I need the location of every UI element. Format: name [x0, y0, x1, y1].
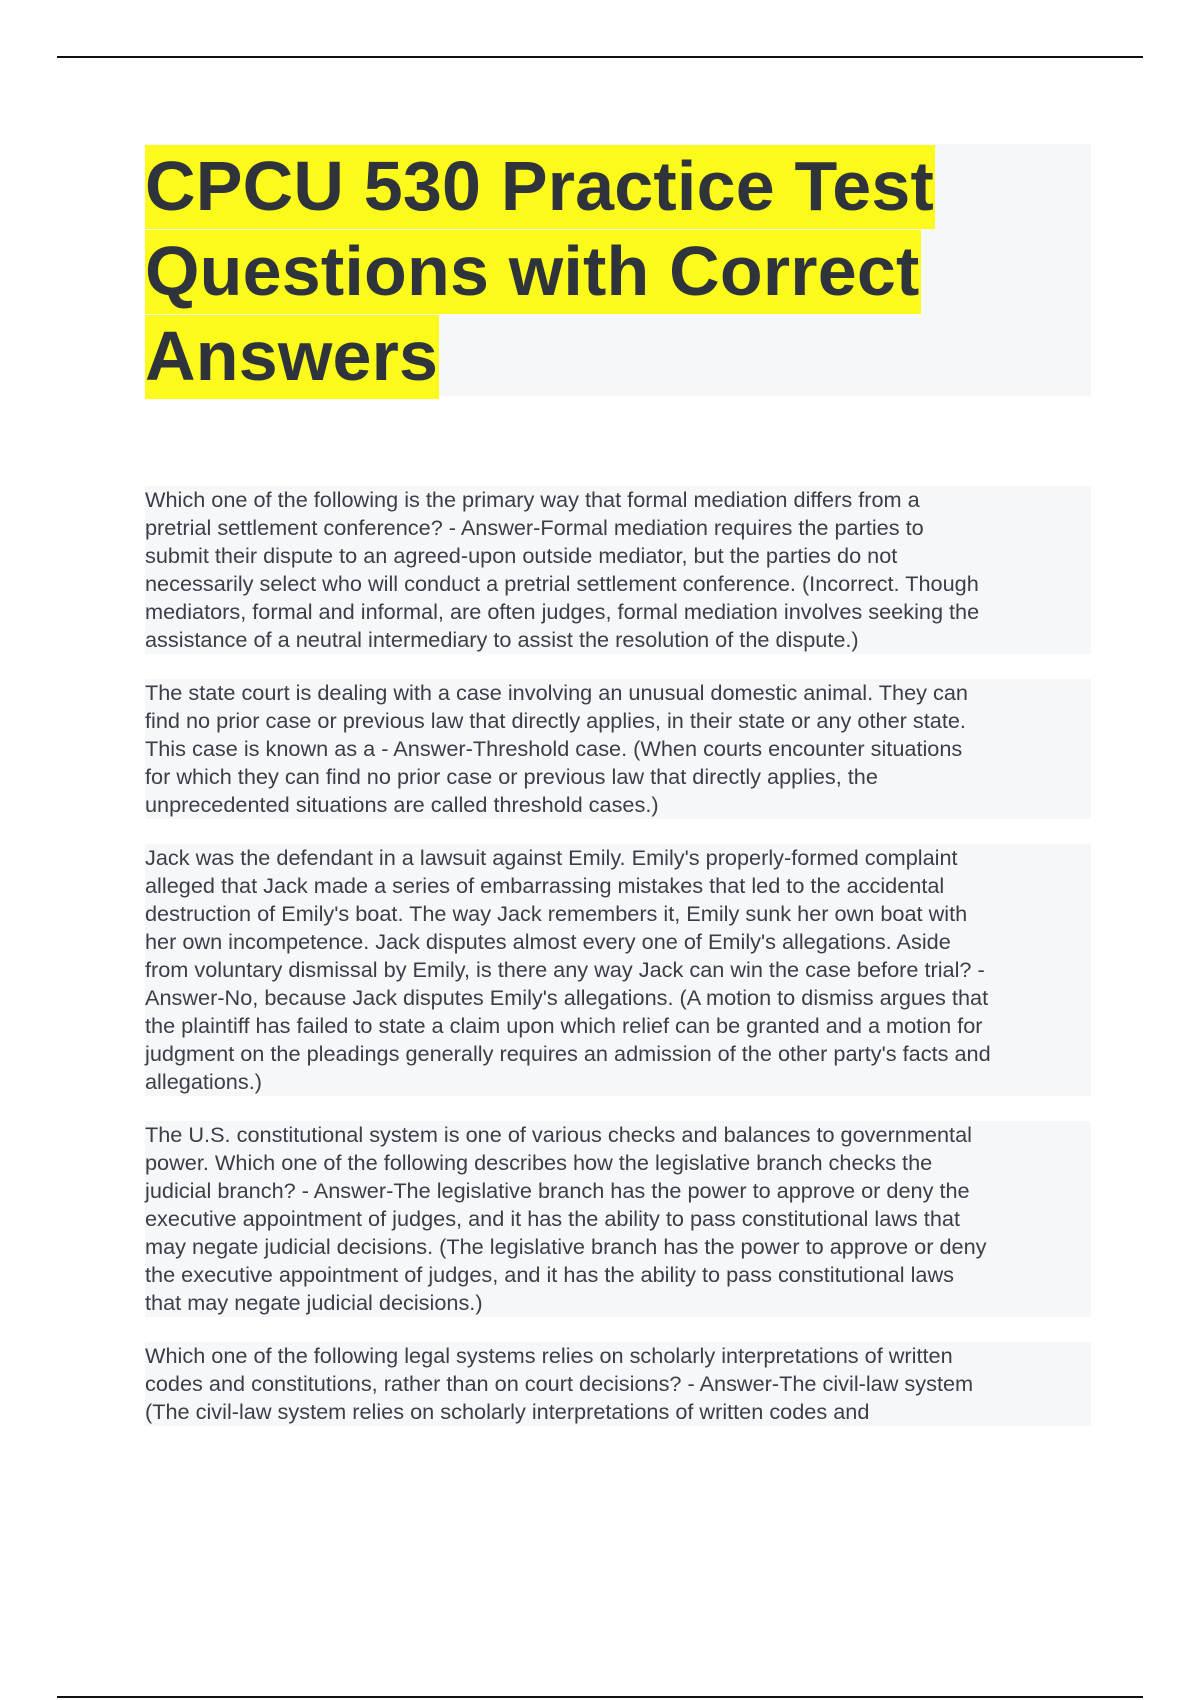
text-line: power. Which one of the following describes how the legislative branch checks the	[145, 1150, 933, 1175]
text-line: judgment on the pleadings generally requires an admission of the other party's facts and	[145, 1041, 991, 1066]
text-line: may negate judicial decisions. (The legislative branch has the power to approve or deny	[145, 1234, 987, 1259]
text-line: that may negate judicial decisions.)	[145, 1290, 483, 1315]
text-line: executive appointment of judges, and it has the ability to pass constitutional laws that	[145, 1206, 960, 1231]
text-line: allegations.)	[145, 1069, 262, 1094]
question-answer-3	[145, 844, 1091, 1096]
title-line: Answers	[145, 315, 439, 399]
question-answer-1	[145, 486, 1091, 654]
text-line: find no prior case or previous law that directly applies, in their state or any other state.	[145, 708, 966, 733]
text-line: the plaintiff has failed to state a claim upon which relief can be granted and a motion for	[145, 1013, 983, 1038]
text-line: assistance of a neutral intermediary to assist the resolution of the dispute.)	[145, 627, 859, 652]
question-answer-4	[145, 1121, 1091, 1317]
question-answer-2	[145, 679, 1091, 819]
question-answer-5	[145, 1342, 1091, 1426]
text-line: her own incompetence. Jack disputes almost every one of Emily's allegations. Aside	[145, 929, 951, 954]
text-line: Which one of the following legal systems relies on scholarly interpretations of written	[145, 1343, 953, 1368]
text-line: The U.S. constitutional system is one of various checks and balances to governmental	[145, 1122, 972, 1147]
questions-list	[145, 486, 1091, 1451]
title-line: Questions with Correct	[145, 230, 921, 314]
text-line: necessarily select who will conduct a pretrial settlement conference. (Incorrect. Though	[145, 571, 979, 596]
bottom-rule	[57, 1696, 1143, 1698]
text-line: alleged that Jack made a series of embarrassing mistakes that led to the accidental	[145, 873, 945, 898]
text-line: (The civil-law system relies on scholarly interpretations of written codes and	[145, 1399, 870, 1424]
text-line: codes and constitutions, rather than on court decisions? - Answer-The civil-law system	[145, 1371, 974, 1396]
document-title	[145, 144, 1091, 399]
text-line: the executive appointment of judges, and it has the ability to pass constitutional laws	[145, 1262, 954, 1287]
text-line: destruction of Emily's boat. The way Jack remembers it, Emily sunk her own boat with	[145, 901, 968, 926]
text-line: unprecedented situations are called threshold cases.)	[145, 792, 659, 817]
text-line: mediators, formal and informal, are often judges, formal mediation involves seeking the	[145, 599, 980, 624]
top-rule	[57, 56, 1143, 58]
text-line: Answer-No, because Jack disputes Emily's allegations. (A motion to dismiss argues that	[145, 985, 989, 1010]
text-line: Jack was the defendant in a lawsuit against Emily. Emily's properly-formed complaint	[145, 845, 958, 870]
title-block	[145, 144, 1091, 396]
text-line: for which they can find no prior case or previous law that directly applies, the	[145, 764, 878, 789]
text-line: Which one of the following is the primary way that formal mediation differs from a	[145, 487, 920, 512]
title-line: CPCU 530 Practice Test	[145, 145, 935, 229]
text-line: The state court is dealing with a case involving an unusual domestic animal. They can	[145, 680, 968, 705]
text-line: pretrial settlement conference? - Answer-Formal mediation requires the parties to	[145, 515, 924, 540]
text-line: submit their dispute to an agreed-upon outside mediator, but the parties do not	[145, 543, 898, 568]
text-line: from voluntary dismissal by Emily, is there any way Jack can win the case before trial? -	[145, 957, 985, 982]
text-line: judicial branch? - Answer-The legislative branch has the power to approve or deny the	[145, 1178, 970, 1203]
text-line: This case is known as a - Answer-Threshold case. (When courts encounter situations	[145, 736, 963, 761]
